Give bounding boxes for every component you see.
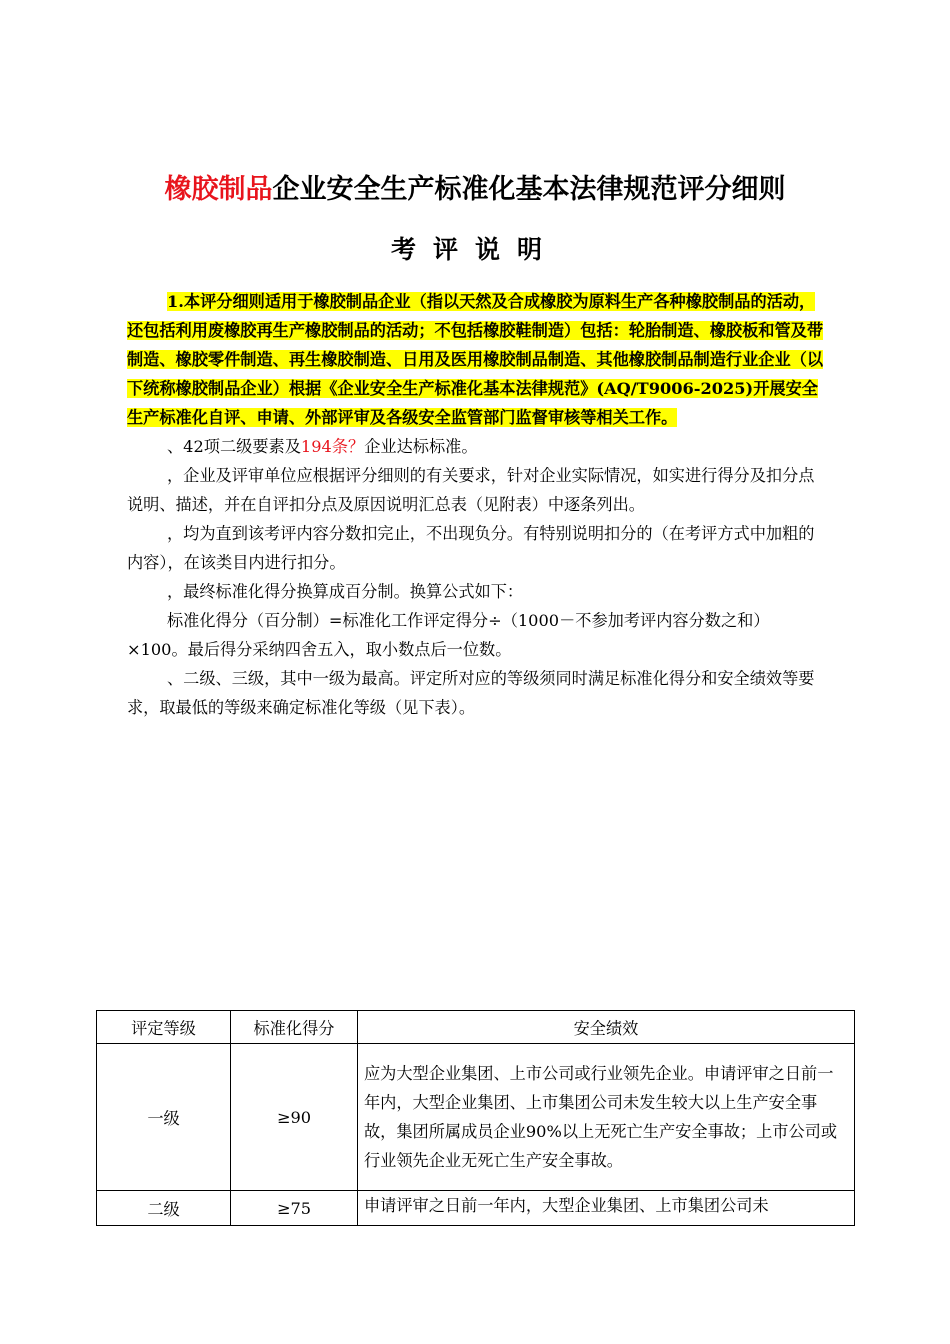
title-rest: 企业安全生产标准化基本法律规范评分细则 (272, 174, 786, 205)
title-highlight: 橡胶制品 (164, 174, 273, 205)
cell-score: ≥90 (231, 1044, 358, 1191)
paragraph-scoring-description: ，企业及评审单位应根据评分细则的有关要求，针对企业实际情况，如实进行得分及扣分点说明、描述，并在自评扣分点及原因说明汇总表（见附表）中逐条列出。 (127, 466, 815, 514)
table-header-row (97, 1011, 855, 1044)
paragraph-formula: 标准化得分（百分制）=标准化工作评定得分÷（1000－不参加考评内容分数之和）×100。最后得分采纳四舍五入，取小数点后一位数。 (127, 611, 770, 659)
grade-table (96, 1010, 855, 1226)
paragraph-elements (127, 432, 827, 461)
paragraph-grade-levels: 、二级、三级，其中一级为最高。评定所对应的等级须同时满足标准化得分和安全绩效等要求，取最低的等级来确定标准化等级（见下表）。 (127, 669, 815, 717)
table-row (97, 1044, 855, 1191)
highlighted-scope-text: 1.本评分细则适用于橡胶制品企业（指以天然及合成橡胶为原料生产各种橡胶制品的活动，还包括利用废橡胶再生产橡胶制品的活动；不包括橡胶鞋制造）包括：轮胎制造、橡胶板和管及带制造、橡胶零件制造、再生橡胶制造、日用及医用橡胶制品制造、其他橡胶制品制造行业企业（以下统称橡胶制品企业）根据《企业安全生产标准化基本法律规范》(AQ/T9006-2025)开展安全生产标准化自评、申请、外部评审及各级安全监管部门监督审核等相关工作。 (127, 292, 824, 427)
elements-count-red: 194条？ (300, 437, 365, 456)
document-title (0, 170, 950, 210)
table-row (97, 1191, 855, 1226)
cell-level: 一级 (97, 1044, 231, 1191)
paragraph-deduction-rule: ，均为直到该考评内容分数扣完止，不出现负分。有特别说明扣分的（在考评方式中加粗的内容），在该类目内进行扣分。 (127, 524, 815, 572)
header-performance: 安全绩效 (358, 1011, 855, 1044)
cell-score: ≥75 (231, 1191, 358, 1226)
cell-performance: 应为大型企业集团、上市公司或行业领先企业。申请评审之日前一年内，大型企业集团、上市集团公司未发生较大以上生产安全事故，集团所属成员企业90%以上无死亡生产安全事故；上市公司或行业领先企业无死亡生产安全事故。 (358, 1044, 855, 1191)
elements-text-before: 、42项二级要素及 (167, 437, 301, 456)
elements-text-after: 企业达标标准。 (364, 437, 478, 456)
instructions-body (127, 287, 827, 722)
section-subtitle: 考评说明 (390, 235, 559, 264)
paragraph-scope (127, 287, 827, 432)
cell-level: 二级 (97, 1191, 231, 1226)
header-level: 评定等级 (97, 1011, 231, 1044)
header-score: 标准化得分 (231, 1011, 358, 1044)
paragraph-conversion: ，最终标准化得分换算成百分制。换算公式如下： (167, 582, 524, 601)
cell-performance: 申请评审之日前一年内，大型企业集团、上市集团公司未 (358, 1191, 855, 1226)
